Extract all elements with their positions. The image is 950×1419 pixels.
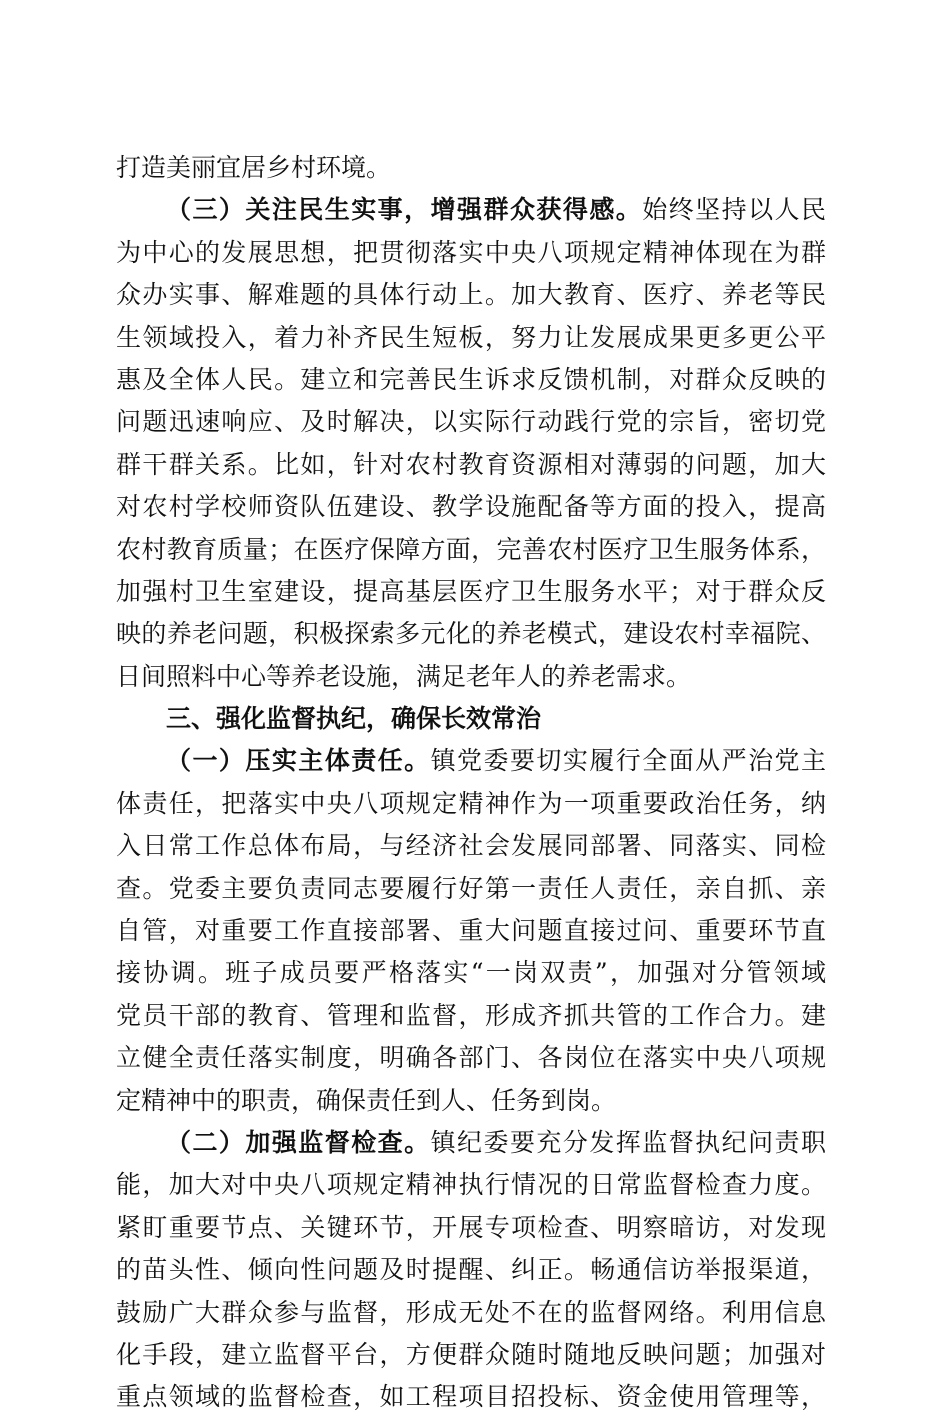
- paragraph-start-line: [116, 1122, 826, 1164]
- line-text: 农村教育质量；在医疗保障方面，完善农村医疗卫生服务体系，: [116, 534, 826, 564]
- text-line: [116, 910, 826, 952]
- text-line: [116, 1080, 826, 1122]
- line-text: 紧盯重要节点、关键环节，开展专项检查、明察暗访，对发现: [116, 1212, 826, 1242]
- text-line: [116, 486, 826, 528]
- text-line: [116, 952, 826, 994]
- text-line: [116, 359, 826, 401]
- line-text: 重点领域的监督检查，如工程项目招投标、资金使用管理等，: [116, 1382, 826, 1412]
- line-text: 惠及全体人民。建立和完善民生诉求反馈机制，对群众反映的: [116, 364, 826, 394]
- text-line: [116, 613, 826, 655]
- line-text: 始终坚持以人民: [642, 195, 826, 225]
- paragraph-start-line: [116, 740, 826, 782]
- line-text: 立健全责任落实制度，明确各部门、各岗位在落实中央八项规: [116, 1043, 826, 1073]
- section-heading: 三、强化监督执纪，确保长效常治: [166, 704, 542, 734]
- line-text: 对农村学校师资队伍建设、教学设施配备等方面的投入，提高: [116, 492, 826, 522]
- line-text: 入日常工作总体布局，与经济社会发展同部署、同落实、同检: [116, 831, 826, 861]
- line-text: 日间照料中心等养老设施，满足老年人的养老需求。: [116, 661, 692, 691]
- line-text: 群干群关系。比如，针对农村教育资源相对薄弱的问题，加大: [116, 449, 826, 479]
- text-line: [116, 825, 826, 867]
- text-line: [116, 401, 826, 443]
- text-line: [116, 147, 826, 189]
- text-line: [116, 1207, 826, 1249]
- subheading-1: （一）压实主体责任。: [166, 746, 431, 776]
- line-text: 鼓励广大群众参与监督，形成无处不在的监督网络。利用信息: [116, 1297, 826, 1327]
- line-text: 映的养老问题，积极探索多元化的养老模式，建设农村幸福院、: [116, 619, 826, 649]
- line-text: 加强村卫生室建设，提高基层医疗卫生服务水平；对于群众反: [116, 576, 826, 606]
- line-text: 众办实事、解难题的具体行动上。加大教育、医疗、养老等民: [116, 280, 826, 310]
- text-line: [116, 1292, 826, 1334]
- line-text: 为中心的发展思想，把贯彻落实中央八项规定精神体现在为群: [116, 237, 826, 267]
- line-text: 镇党委要切实履行全面从严治党主: [430, 746, 826, 776]
- subheading-3: （三）关注民生实事，增强群众获得感。: [166, 195, 643, 225]
- text-line: [116, 656, 826, 698]
- line-text: 镇纪委要充分发挥监督执纪问责职: [430, 1127, 826, 1157]
- text-line: [116, 995, 826, 1037]
- text-line: [116, 1164, 826, 1206]
- line-text: 生领域投入，着力补齐民生短板，努力让发展成果更多更公平: [116, 322, 826, 352]
- line-text: 问题迅速响应、及时解决，以实际行动践行党的宗旨，密切党: [116, 407, 826, 437]
- text-line: [116, 1376, 826, 1418]
- text-line: [116, 571, 826, 613]
- line-text: 的苗头性、倾向性问题及时提醒、纠正。畅通信访举报渠道，: [116, 1255, 826, 1285]
- text-line: [116, 274, 826, 316]
- text-line: [116, 868, 826, 910]
- text-line: [116, 317, 826, 359]
- line-text: 定精神中的职责，确保责任到人、任务到岗。: [116, 1085, 617, 1115]
- paragraph-start-line: [116, 189, 826, 231]
- line-text: 自管，对重要工作直接部署、重大问题直接过问、重要环节直: [116, 916, 826, 946]
- line-text: 化手段，建立监督平台，方便群众随时随地反映问题；加强对: [116, 1339, 826, 1369]
- line-text: 接协调。班子成员要严格落实“一岗双责”，加强对分管领域: [116, 958, 826, 988]
- text-line: [116, 783, 826, 825]
- line-text: 查。党委主要负责同志要履行好第一责任人责任，亲自抓、亲: [116, 873, 826, 903]
- text-line: [116, 529, 826, 571]
- line-text: 体责任，把落实中央八项规定精神作为一项重要政治任务，纳: [116, 788, 826, 818]
- body-text: [116, 147, 826, 1419]
- subheading-2: （二）加强监督检查。: [166, 1127, 431, 1157]
- text-line: [116, 1037, 826, 1079]
- line-text: 党员干部的教育、管理和监督，形成齐抓共管的工作合力。建: [116, 1000, 826, 1030]
- text-line: [116, 232, 826, 274]
- text-line: [116, 1249, 826, 1291]
- line-text: 打造美丽宜居乡村环境。: [116, 153, 392, 182]
- line-text: 能，加大对中央八项规定精神执行情况的日常监督检查力度。: [116, 1170, 826, 1200]
- text-line: [116, 1334, 826, 1376]
- text-line: [116, 444, 826, 486]
